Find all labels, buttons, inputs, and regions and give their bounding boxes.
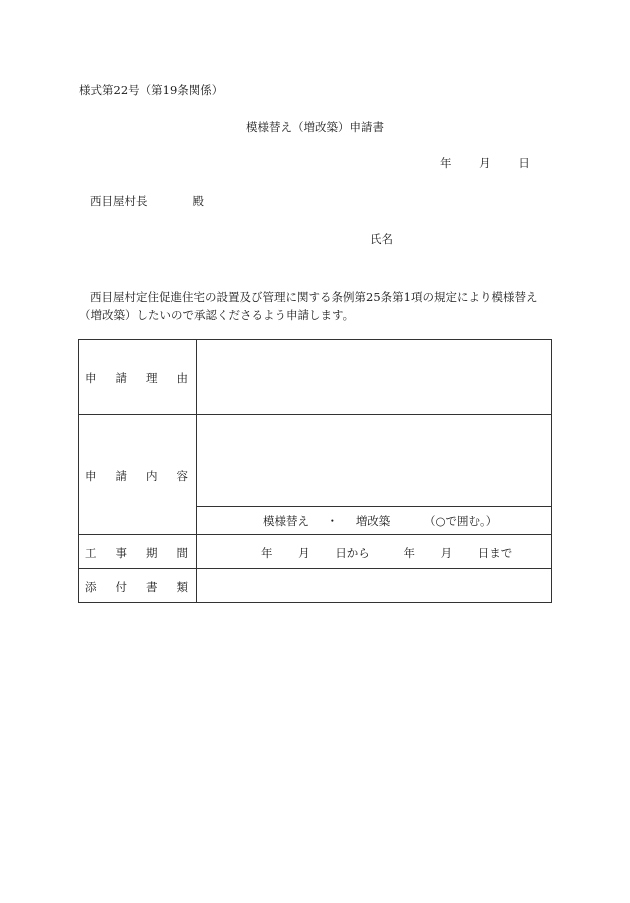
date-month[interactable]: 月	[479, 156, 491, 170]
content-field[interactable]	[197, 415, 551, 506]
content-label: 申 請 内 容	[85, 469, 188, 483]
addressee-name: 西目屋村長	[90, 194, 148, 208]
date-year[interactable]: 年	[440, 156, 452, 170]
row-divider	[79, 534, 551, 535]
date-day[interactable]: 日	[518, 156, 530, 170]
period-label: 工 事 期 間	[85, 546, 188, 560]
form-number: 様式第22号（第19条関係）	[79, 83, 224, 97]
option-remodel[interactable]: 模様替え	[263, 514, 309, 528]
content-choice	[263, 513, 497, 529]
date-line	[440, 155, 530, 171]
end-year[interactable]: 年	[403, 546, 415, 560]
row-divider	[196, 506, 551, 507]
applicant-name-field[interactable]: 氏名	[370, 232, 393, 246]
addressee-honorific: 殿	[192, 194, 204, 208]
document-title: 模様替え（増改築）申請書	[246, 120, 384, 134]
application-table	[78, 339, 552, 603]
end-day[interactable]: 日まで	[477, 546, 513, 560]
start-month[interactable]: 月	[298, 546, 310, 560]
attachments-field[interactable]	[197, 569, 551, 602]
start-day[interactable]: 日から	[335, 546, 370, 560]
start-year[interactable]: 年	[261, 546, 273, 560]
choice-separator: ・	[326, 514, 339, 528]
attachments-label: 添 付 書 類	[85, 580, 188, 594]
option-extension[interactable]: 増改築	[355, 514, 391, 528]
application-statement: 西目屋村定住促進住宅の設置及び管理に関する条例第25条第1項の規定により模様替え（増改築）したいので承認くださるよう申請します。	[79, 290, 538, 322]
reason-field[interactable]	[197, 340, 551, 414]
period-range	[261, 545, 512, 561]
reason-label: 申 請 理 由	[85, 371, 188, 385]
addressee	[90, 193, 204, 209]
choice-note: （○で囲む。）	[423, 514, 498, 528]
end-month[interactable]: 月	[440, 546, 453, 560]
